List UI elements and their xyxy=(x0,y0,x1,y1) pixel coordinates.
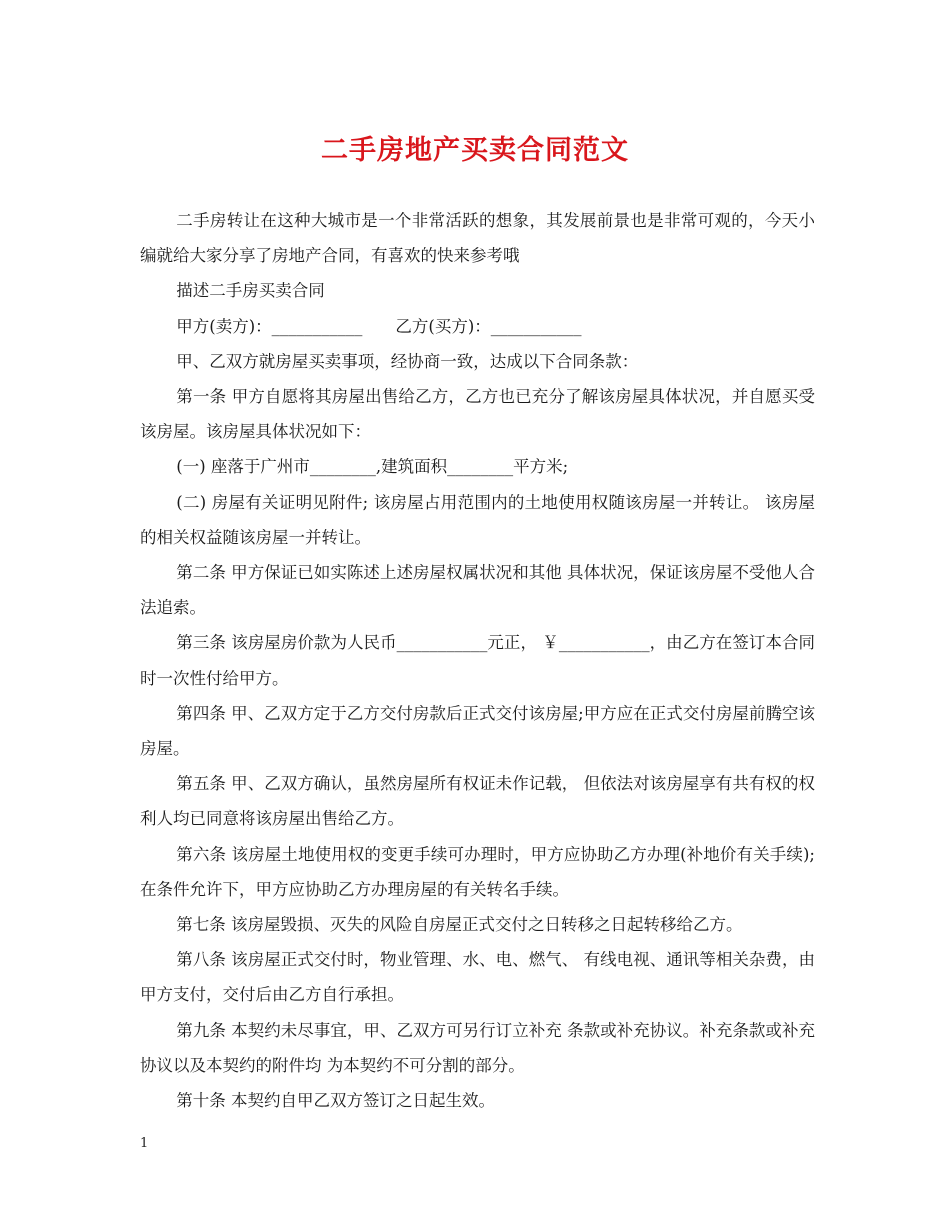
paragraph-article-5: 第五条 甲、乙双方确认，虽然房屋所有权证未作记载， 但依法对该房屋享有共有权的权利人均已同意将该房屋出售给乙方。 xyxy=(140,774,815,829)
paragraph-subtitle: 描述二手房买卖合同 xyxy=(176,281,325,301)
paragraph-item-1: (一) 座落于广州市________,建筑面积________平方米; xyxy=(176,457,569,477)
paragraph-article-2: 第二条 甲方保证已如实陈述上述房屋权属状况和其他 具体状况，保证该房屋不受他人合法追索。 xyxy=(140,563,815,618)
document-body xyxy=(140,203,815,1118)
document-title: 二手房地产买卖合同范文 xyxy=(321,135,629,166)
paragraph-article-3: 第三条 该房屋房价款为人民币___________元正， ￥___________，由乙方在签订本合同时一次性付给甲方。 xyxy=(140,633,815,688)
paragraph-article-4: 第四条 甲、乙双方定于乙方交付房款后正式交付该房屋;甲方应在正式交付房屋前腾空该房屋。 xyxy=(140,703,815,759)
paragraph-parties: 甲方(卖方)：___________ 乙方(买方)：___________ xyxy=(176,316,582,336)
paragraph-intro: 二手房转让在这种大城市是一个非常活跃的想象，其发展前景也是非常可观的，今天小编就给大家分享了房地产合同，有喜欢的快来参考哦 xyxy=(140,211,815,266)
paragraph-article-10: 第十条 本契约自甲乙双方签订之日起生效。 xyxy=(176,1091,496,1111)
paragraph-article-6: 第六条 该房屋土地使用权的变更手续可办理时，甲方应协助乙方办理(补地价有关手续);在条件允许下，甲方应协助乙方办理房屋的有关转名手续。 xyxy=(140,844,815,899)
paragraph-article-7: 第七条 该房屋毁损、灭失的风险自房屋正式交付之日转移之日起转移给乙方。 xyxy=(176,915,743,935)
paragraph-agreement: 甲、乙双方就房屋买卖事项，经协商一致，达成以下合同条款： xyxy=(176,351,639,371)
paragraph-article-1: 第一条 甲方自愿将其房屋出售给乙方，乙方也已充分了解该房屋具体状况，并自愿买受该房屋。该房屋具体状况如下： xyxy=(140,387,815,442)
paragraph-article-9: 第九条 本契约未尽事宜，甲、乙双方可另行订立补充 条款或补充协议。补充条款或补充协议以及本契约的附件均 为本契约不可分割的部分。 xyxy=(140,1020,815,1075)
paragraph-item-2: (二) 房屋有关证明见附件; 该房屋占用范围内的土地使用权随该房屋一并转让。 该房屋的相关权益随该房屋一并转让。 xyxy=(140,492,815,547)
page-number: 1 xyxy=(140,1136,149,1151)
paragraph-article-8: 第八条 该房屋正式交付时，物业管理、水、电、燃气、 有线电视、通讯等相关杂费，由甲方支付，交付后由乙方自行承担。 xyxy=(140,950,815,1005)
